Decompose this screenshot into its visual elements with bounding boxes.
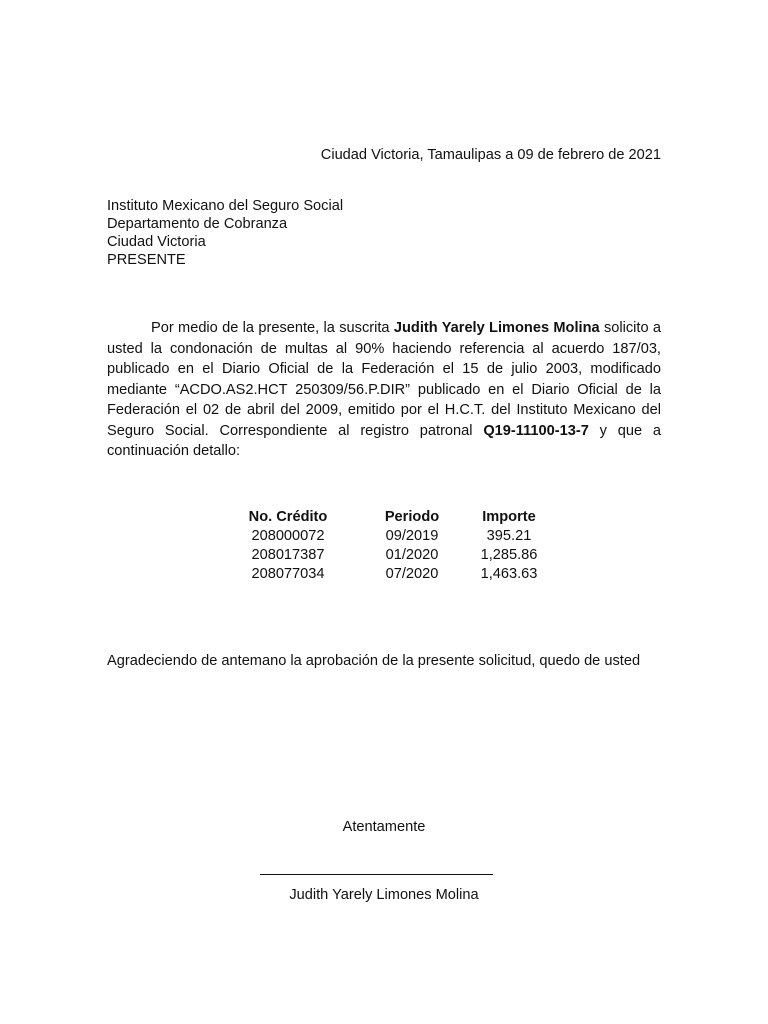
cell-amount: 395.21 — [486, 528, 532, 544]
recipient-city: Ciudad Victoria — [107, 234, 206, 250]
cell-credit-number: 208000072 — [251, 528, 325, 544]
body-text-part3: y que a continuación detallo: — [107, 422, 661, 459]
recipient-department: Departamento de Cobranza — [107, 216, 288, 232]
table-row — [226, 546, 544, 565]
farewell: Atentamente — [342, 819, 426, 835]
cell-amount: 1,285.86 — [480, 547, 538, 563]
signature-line — [260, 874, 493, 875]
signer-name: Judith Yarely Limones Molina — [289, 887, 479, 903]
credits-table — [226, 508, 544, 584]
requester-name: Judith Yarely Limones Molina — [393, 320, 600, 336]
table-row — [226, 527, 544, 546]
cell-period: 01/2020 — [385, 547, 439, 563]
table-row — [226, 565, 544, 584]
cell-period: 07/2020 — [385, 566, 439, 582]
date-line: Ciudad Victoria, Tamaulipas a 09 de febrero de 2021 — [320, 147, 661, 163]
body-text-part2: solicito a usted la condonación de multas al 90% haciendo referencia al acuerdo 187/03, publicado en el Diario Oficial de la Federación el 15 de julio 2003, modificado mediante “ACDO.AS2.HCT 250309/56.P.DIR” publicado en el Diario Oficial de la Federación el 02 de abril del 2009, emitido por el H.C.T. del Instituto Mexicano del Seguro Social. Correspondiente al registro patronal — [107, 320, 662, 439]
recipient-block — [107, 197, 343, 269]
cell-period: 09/2019 — [385, 528, 439, 544]
header-period: Periodo — [384, 509, 440, 525]
body-paragraph — [107, 318, 661, 462]
header-credit-number: No. Crédito — [248, 509, 328, 525]
recipient-institution: Instituto Mexicano del Seguro Social — [107, 198, 344, 214]
body-text-part1: Por medio de la presente, la suscrita — [151, 320, 394, 336]
employer-registration: Q19-11100-13-7 — [483, 422, 589, 439]
cell-credit-number: 208017387 — [251, 547, 325, 563]
closing-line: Agradeciendo de antemano la aprobación de la presente solicitud, quedo de usted — [107, 653, 641, 669]
cell-credit-number: 208077034 — [251, 566, 325, 582]
cell-amount: 1,463.63 — [480, 566, 538, 582]
table-header-row — [226, 508, 544, 527]
recipient-presente: PRESENTE — [107, 252, 186, 268]
header-amount: Importe — [482, 509, 536, 525]
